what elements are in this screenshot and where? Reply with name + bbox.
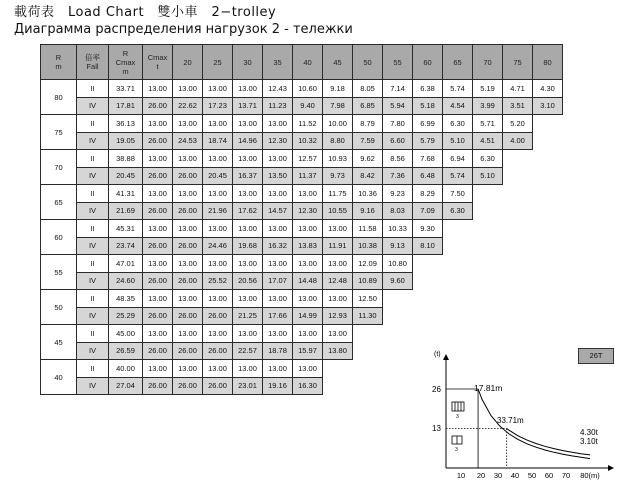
header-distance: 60: [413, 45, 443, 80]
cmax-cell: 26.00: [143, 167, 173, 185]
load-value-cell: 10.80: [383, 255, 413, 273]
hook-icon: [452, 436, 462, 453]
r-cmax-cell: 24.60: [109, 272, 143, 290]
load-value-cell: 13.00: [233, 325, 263, 343]
fall-cell: II: [77, 115, 109, 133]
cmax-cell: 26.00: [143, 237, 173, 255]
label-33-71m: 33.71m: [497, 416, 524, 425]
fall-cell: IV: [77, 272, 109, 290]
load-value-cell: 13.00: [263, 360, 293, 378]
r-cmax-cell: 25.29: [109, 307, 143, 325]
load-value-cell: 13.00: [173, 360, 203, 378]
load-value-cell: 13.00: [233, 115, 263, 133]
load-value-cell: 5.74: [443, 80, 473, 98]
load-value-cell: 13.80: [323, 342, 353, 360]
label-17-81m: 17.81m: [474, 383, 503, 393]
load-value-cell: 11.30: [353, 307, 383, 325]
load-value-cell: 8.80: [323, 132, 353, 150]
r-cmax-cell: 19.05: [109, 132, 143, 150]
r-cmax-cell: 21.69: [109, 202, 143, 220]
radius-cell: 45: [41, 325, 77, 360]
load-value-cell: 13.50: [263, 167, 293, 185]
r-cmax-cell: 40.00: [109, 360, 143, 378]
load-value-cell: 8.79: [353, 115, 383, 133]
load-value-cell: 22.62: [173, 97, 203, 115]
fall-cell: II: [77, 325, 109, 343]
x-tick: 30: [493, 471, 503, 480]
load-value-cell: 21.96: [203, 202, 233, 220]
load-value-cell: 13.00: [263, 290, 293, 308]
load-value-cell: 13.00: [293, 185, 323, 203]
fall-cell: IV: [77, 237, 109, 255]
load-value-cell: 9.40: [293, 97, 323, 115]
fall-cell: IV: [77, 202, 109, 220]
cmax-cell: 13.00: [143, 220, 173, 238]
load-value-cell: 5.79: [413, 132, 443, 150]
fall-cell: IV: [77, 167, 109, 185]
load-value-cell: 10.38: [353, 237, 383, 255]
load-value-cell: 13.00: [263, 325, 293, 343]
load-value-cell: 9.23: [383, 185, 413, 203]
cmax-cell: 13.00: [143, 255, 173, 273]
load-value-cell: 13.00: [293, 255, 323, 273]
radius-cell: 80: [41, 80, 77, 115]
cmax-cell: 13.00: [143, 290, 173, 308]
load-value-cell: 21.25: [233, 307, 263, 325]
load-value-cell: 10.93: [323, 150, 353, 168]
load-value-cell: 11.91: [323, 237, 353, 255]
header-distance: 20: [173, 45, 203, 80]
load-value-cell: 17.23: [203, 97, 233, 115]
load-value-cell: 13.00: [263, 150, 293, 168]
load-value-cell: 11.58: [353, 220, 383, 238]
r-cmax-cell: 45.00: [109, 325, 143, 343]
load-value-cell: 11.75: [323, 185, 353, 203]
r-cmax-cell: 47.01: [109, 255, 143, 273]
fall-cell: IV: [77, 342, 109, 360]
chart-title-ru: Диаграмма распределения нагрузок 2 - тележки: [14, 22, 353, 37]
fall-cell: II: [77, 185, 109, 203]
load-value-cell: 13.00: [323, 255, 353, 273]
cmax-cell: 13.00: [143, 150, 173, 168]
load-value-cell: 13.00: [263, 220, 293, 238]
r-cmax-cell: 17.81: [109, 97, 143, 115]
fall-cell: II: [77, 290, 109, 308]
radius-cell: 70: [41, 150, 77, 185]
load-value-cell: 26.00: [173, 307, 203, 325]
load-value-cell: 4.54: [443, 97, 473, 115]
load-value-cell: 9.73: [323, 167, 353, 185]
header-distance: 30: [233, 45, 263, 80]
r-cmax-cell: 23.74: [109, 237, 143, 255]
load-value-cell: 17.07: [263, 272, 293, 290]
load-value-cell: 8.10: [413, 237, 443, 255]
load-value-cell: 13.00: [173, 220, 203, 238]
load-value-cell: 25.52: [203, 272, 233, 290]
label-4-30t: 4.30t: [580, 428, 598, 437]
x-tick: 10: [456, 471, 466, 480]
hook-icon: [452, 402, 464, 420]
load-value-cell: 5.94: [383, 97, 413, 115]
radius-cell: 55: [41, 255, 77, 290]
x-axis-arrow-icon: [608, 465, 614, 471]
load-value-cell: 11.37: [293, 167, 323, 185]
r-cmax-cell: 41.31: [109, 185, 143, 203]
label-3-10t: 3.10t: [580, 437, 598, 446]
load-value-cell: 13.00: [293, 325, 323, 343]
header-distance: 25: [203, 45, 233, 80]
y-axis-arrow-icon: [443, 354, 449, 360]
load-value-cell: 5.18: [413, 97, 443, 115]
load-value-cell: 13.71: [233, 97, 263, 115]
load-value-cell: 26.00: [203, 342, 233, 360]
load-value-cell: 7.80: [383, 115, 413, 133]
load-value-cell: 9.30: [413, 220, 443, 238]
load-value-cell: 13.00: [203, 80, 233, 98]
r-cmax-cell: 48.35: [109, 290, 143, 308]
load-value-cell: 20.56: [233, 272, 263, 290]
load-value-cell: 11.52: [293, 115, 323, 133]
load-value-cell: 6.38: [413, 80, 443, 98]
chart-title-en: 載荷表 Load Chart 雙小車 2−trolley: [14, 5, 277, 20]
load-value-cell: 13.00: [203, 185, 233, 203]
load-value-cell: 13.00: [263, 255, 293, 273]
r-cmax-cell: 36.13: [109, 115, 143, 133]
load-value-cell: 13.00: [173, 325, 203, 343]
load-value-cell: 13.00: [293, 360, 323, 378]
radius-cell: 50: [41, 290, 77, 325]
header-distance: 50: [353, 45, 383, 80]
load-value-cell: 13.00: [263, 115, 293, 133]
load-value-cell: 5.20: [503, 115, 533, 133]
r-cmax-cell: 20.45: [109, 167, 143, 185]
load-value-cell: 12.50: [353, 290, 383, 308]
load-value-cell: 16.30: [293, 377, 323, 395]
r-cmax-cell: 45.31: [109, 220, 143, 238]
svg-text:3: 3: [455, 447, 458, 453]
load-value-cell: 12.57: [293, 150, 323, 168]
load-value-cell: 13.00: [323, 220, 353, 238]
cmax-cell: 26.00: [143, 97, 173, 115]
load-value-cell: 24.46: [203, 237, 233, 255]
load-value-cell: 9.13: [383, 237, 413, 255]
fall-cell: II: [77, 220, 109, 238]
load-value-cell: 13.00: [233, 80, 263, 98]
load-value-cell: 6.30: [443, 115, 473, 133]
load-value-cell: 13.00: [203, 325, 233, 343]
load-value-cell: 4.30: [533, 80, 563, 98]
fall-cell: IV: [77, 132, 109, 150]
load-value-cell: 8.29: [413, 185, 443, 203]
load-value-cell: 4.51: [473, 132, 503, 150]
load-value-cell: 13.00: [293, 290, 323, 308]
header-distance: 80: [533, 45, 563, 80]
load-value-cell: 13.00: [203, 220, 233, 238]
load-value-cell: 12.43: [263, 80, 293, 98]
load-value-cell: 26.00: [173, 272, 203, 290]
load-value-cell: 13.00: [233, 220, 263, 238]
header-r: R m: [41, 45, 77, 80]
load-value-cell: 17.66: [263, 307, 293, 325]
load-value-cell: 18.78: [263, 342, 293, 360]
fall-cell: II: [77, 80, 109, 98]
fall-cell: IV: [77, 307, 109, 325]
load-value-cell: 5.10: [443, 132, 473, 150]
header-distance: 55: [383, 45, 413, 80]
capacity-badge: 26T: [578, 348, 614, 364]
header-distance: 65: [443, 45, 473, 80]
load-value-cell: 6.30: [473, 150, 503, 168]
load-curve-iv: [478, 389, 590, 459]
load-value-cell: 14.57: [263, 202, 293, 220]
header-distance: 35: [263, 45, 293, 80]
load-value-cell: 12.30: [263, 132, 293, 150]
load-value-cell: 13.00: [233, 290, 263, 308]
load-value-cell: 7.59: [353, 132, 383, 150]
load-value-cell: 13.00: [173, 290, 203, 308]
load-value-cell: 7.98: [323, 97, 353, 115]
load-value-cell: 11.23: [263, 97, 293, 115]
x-tick: 50: [527, 471, 537, 480]
load-value-cell: 3.10: [533, 97, 563, 115]
load-value-cell: 7.68: [413, 150, 443, 168]
load-value-cell: 8.56: [383, 150, 413, 168]
load-value-cell: 13.00: [203, 115, 233, 133]
load-value-cell: 19.16: [263, 377, 293, 395]
load-value-cell: 10.55: [323, 202, 353, 220]
load-value-cell: 13.00: [173, 115, 203, 133]
graph-axes: [432, 351, 614, 480]
load-value-cell: 8.03: [383, 202, 413, 220]
load-value-cell: 14.99: [293, 307, 323, 325]
load-value-cell: 13.00: [173, 185, 203, 203]
load-value-cell: 9.18: [323, 80, 353, 98]
load-value-cell: 10.89: [353, 272, 383, 290]
load-value-cell: 13.83: [293, 237, 323, 255]
x-tick: 60: [544, 471, 554, 480]
load-value-cell: 12.09: [353, 255, 383, 273]
load-value-cell: 14.96: [233, 132, 263, 150]
radius-cell: 40: [41, 360, 77, 395]
load-value-cell: 13.00: [203, 150, 233, 168]
radius-cell: 75: [41, 115, 77, 150]
load-value-cell: 6.94: [443, 150, 473, 168]
load-value-cell: 10.32: [293, 132, 323, 150]
load-value-cell: 5.10: [473, 167, 503, 185]
load-value-cell: 26.00: [173, 342, 203, 360]
x-tick: 70: [561, 471, 571, 480]
load-value-cell: 6.30: [443, 202, 473, 220]
load-value-cell: 26.00: [173, 377, 203, 395]
header-r-cmax: R Cmax m: [109, 45, 143, 80]
load-value-cell: 9.16: [353, 202, 383, 220]
load-value-cell: 4.71: [503, 80, 533, 98]
load-value-cell: 5.74: [443, 167, 473, 185]
cmax-cell: 13.00: [143, 325, 173, 343]
load-value-cell: 10.00: [323, 115, 353, 133]
load-value-cell: 13.00: [293, 220, 323, 238]
load-value-cell: 26.00: [173, 237, 203, 255]
cmax-cell: 13.00: [143, 115, 173, 133]
load-value-cell: 13.00: [233, 150, 263, 168]
load-value-cell: 9.60: [383, 272, 413, 290]
load-value-cell: 7.14: [383, 80, 413, 98]
load-value-cell: 20.45: [203, 167, 233, 185]
x-tick: 20: [476, 471, 486, 480]
load-value-cell: 4.00: [503, 132, 533, 150]
load-value-cell: 22.57: [233, 342, 263, 360]
fall-cell: II: [77, 360, 109, 378]
load-value-cell: 12.30: [293, 202, 323, 220]
load-value-cell: 13.00: [323, 290, 353, 308]
r-cmax-cell: 38.88: [109, 150, 143, 168]
x-tick: 40: [510, 471, 520, 480]
load-value-cell: 5.19: [473, 80, 503, 98]
r-cmax-cell: 27.04: [109, 377, 143, 395]
fall-cell: II: [77, 255, 109, 273]
load-value-cell: 18.74: [203, 132, 233, 150]
y-tick-26: 26: [432, 385, 441, 394]
load-value-cell: 9.62: [353, 150, 383, 168]
load-value-cell: 26.00: [203, 377, 233, 395]
header-cmax: Cmax t: [143, 45, 173, 80]
y-unit-label: (t): [434, 351, 441, 358]
load-value-cell: 10.33: [383, 220, 413, 238]
load-value-cell: 6.85: [353, 97, 383, 115]
r-cmax-cell: 26.59: [109, 342, 143, 360]
cmax-cell: 26.00: [143, 377, 173, 395]
cmax-cell: 13.00: [143, 360, 173, 378]
fall-cell: IV: [77, 377, 109, 395]
cmax-cell: 26.00: [143, 132, 173, 150]
cmax-cell: 13.00: [143, 185, 173, 203]
cmax-cell: 26.00: [143, 202, 173, 220]
header-distance: 70: [473, 45, 503, 80]
load-value-cell: 3.99: [473, 97, 503, 115]
fall-cell: II: [77, 150, 109, 168]
radius-cell: 65: [41, 185, 77, 220]
x-tick: 80(m): [580, 471, 600, 480]
load-value-cell: 10.36: [353, 185, 383, 203]
fall-cell: IV: [77, 97, 109, 115]
load-value-cell: 17.62: [233, 202, 263, 220]
load-value-cell: 13.00: [203, 255, 233, 273]
load-value-cell: 6.99: [413, 115, 443, 133]
load-value-cell: 13.00: [323, 325, 353, 343]
cmax-cell: 26.00: [143, 272, 173, 290]
svg-text:3: 3: [456, 414, 459, 420]
load-value-cell: 13.00: [203, 360, 233, 378]
load-value-cell: 13.00: [173, 150, 203, 168]
load-value-cell: 7.36: [383, 167, 413, 185]
y-tick-13: 13: [432, 424, 441, 433]
load-value-cell: 13.00: [173, 255, 203, 273]
load-value-cell: 5.71: [473, 115, 503, 133]
header-distance: 75: [503, 45, 533, 80]
load-value-cell: 13.00: [233, 360, 263, 378]
load-value-cell: 26.00: [173, 202, 203, 220]
load-value-cell: 13.00: [263, 185, 293, 203]
load-value-cell: 13.00: [233, 185, 263, 203]
load-value-cell: 26.00: [173, 167, 203, 185]
load-value-cell: 15.97: [293, 342, 323, 360]
load-value-cell: 7.50: [443, 185, 473, 203]
load-value-cell: 8.42: [353, 167, 383, 185]
load-value-cell: 19.68: [233, 237, 263, 255]
load-value-cell: 6.60: [383, 132, 413, 150]
load-value-cell: 16.32: [263, 237, 293, 255]
load-value-cell: 6.48: [413, 167, 443, 185]
cmax-cell: 26.00: [143, 307, 173, 325]
load-value-cell: 13.00: [173, 80, 203, 98]
load-value-cell: 3.51: [503, 97, 533, 115]
load-value-cell: 23.01: [233, 377, 263, 395]
load-value-cell: 10.60: [293, 80, 323, 98]
load-value-cell: 16.37: [233, 167, 263, 185]
load-value-cell: 24.53: [173, 132, 203, 150]
cmax-cell: 26.00: [143, 342, 173, 360]
header-distance: 40: [293, 45, 323, 80]
header-distance: 45: [323, 45, 353, 80]
radius-cell: 60: [41, 220, 77, 255]
cmax-cell: 13.00: [143, 80, 173, 98]
load-value-cell: 12.93: [323, 307, 353, 325]
load-value-cell: 26.00: [203, 307, 233, 325]
load-value-cell: 13.00: [233, 255, 263, 273]
header-fall: 倍率 Fall: [77, 45, 109, 80]
load-value-cell: 7.09: [413, 202, 443, 220]
load-value-cell: 13.00: [203, 290, 233, 308]
r-cmax-cell: 33.71: [109, 80, 143, 98]
load-value-cell: 12.48: [323, 272, 353, 290]
load-value-cell: 14.48: [293, 272, 323, 290]
load-value-cell: 8.05: [353, 80, 383, 98]
